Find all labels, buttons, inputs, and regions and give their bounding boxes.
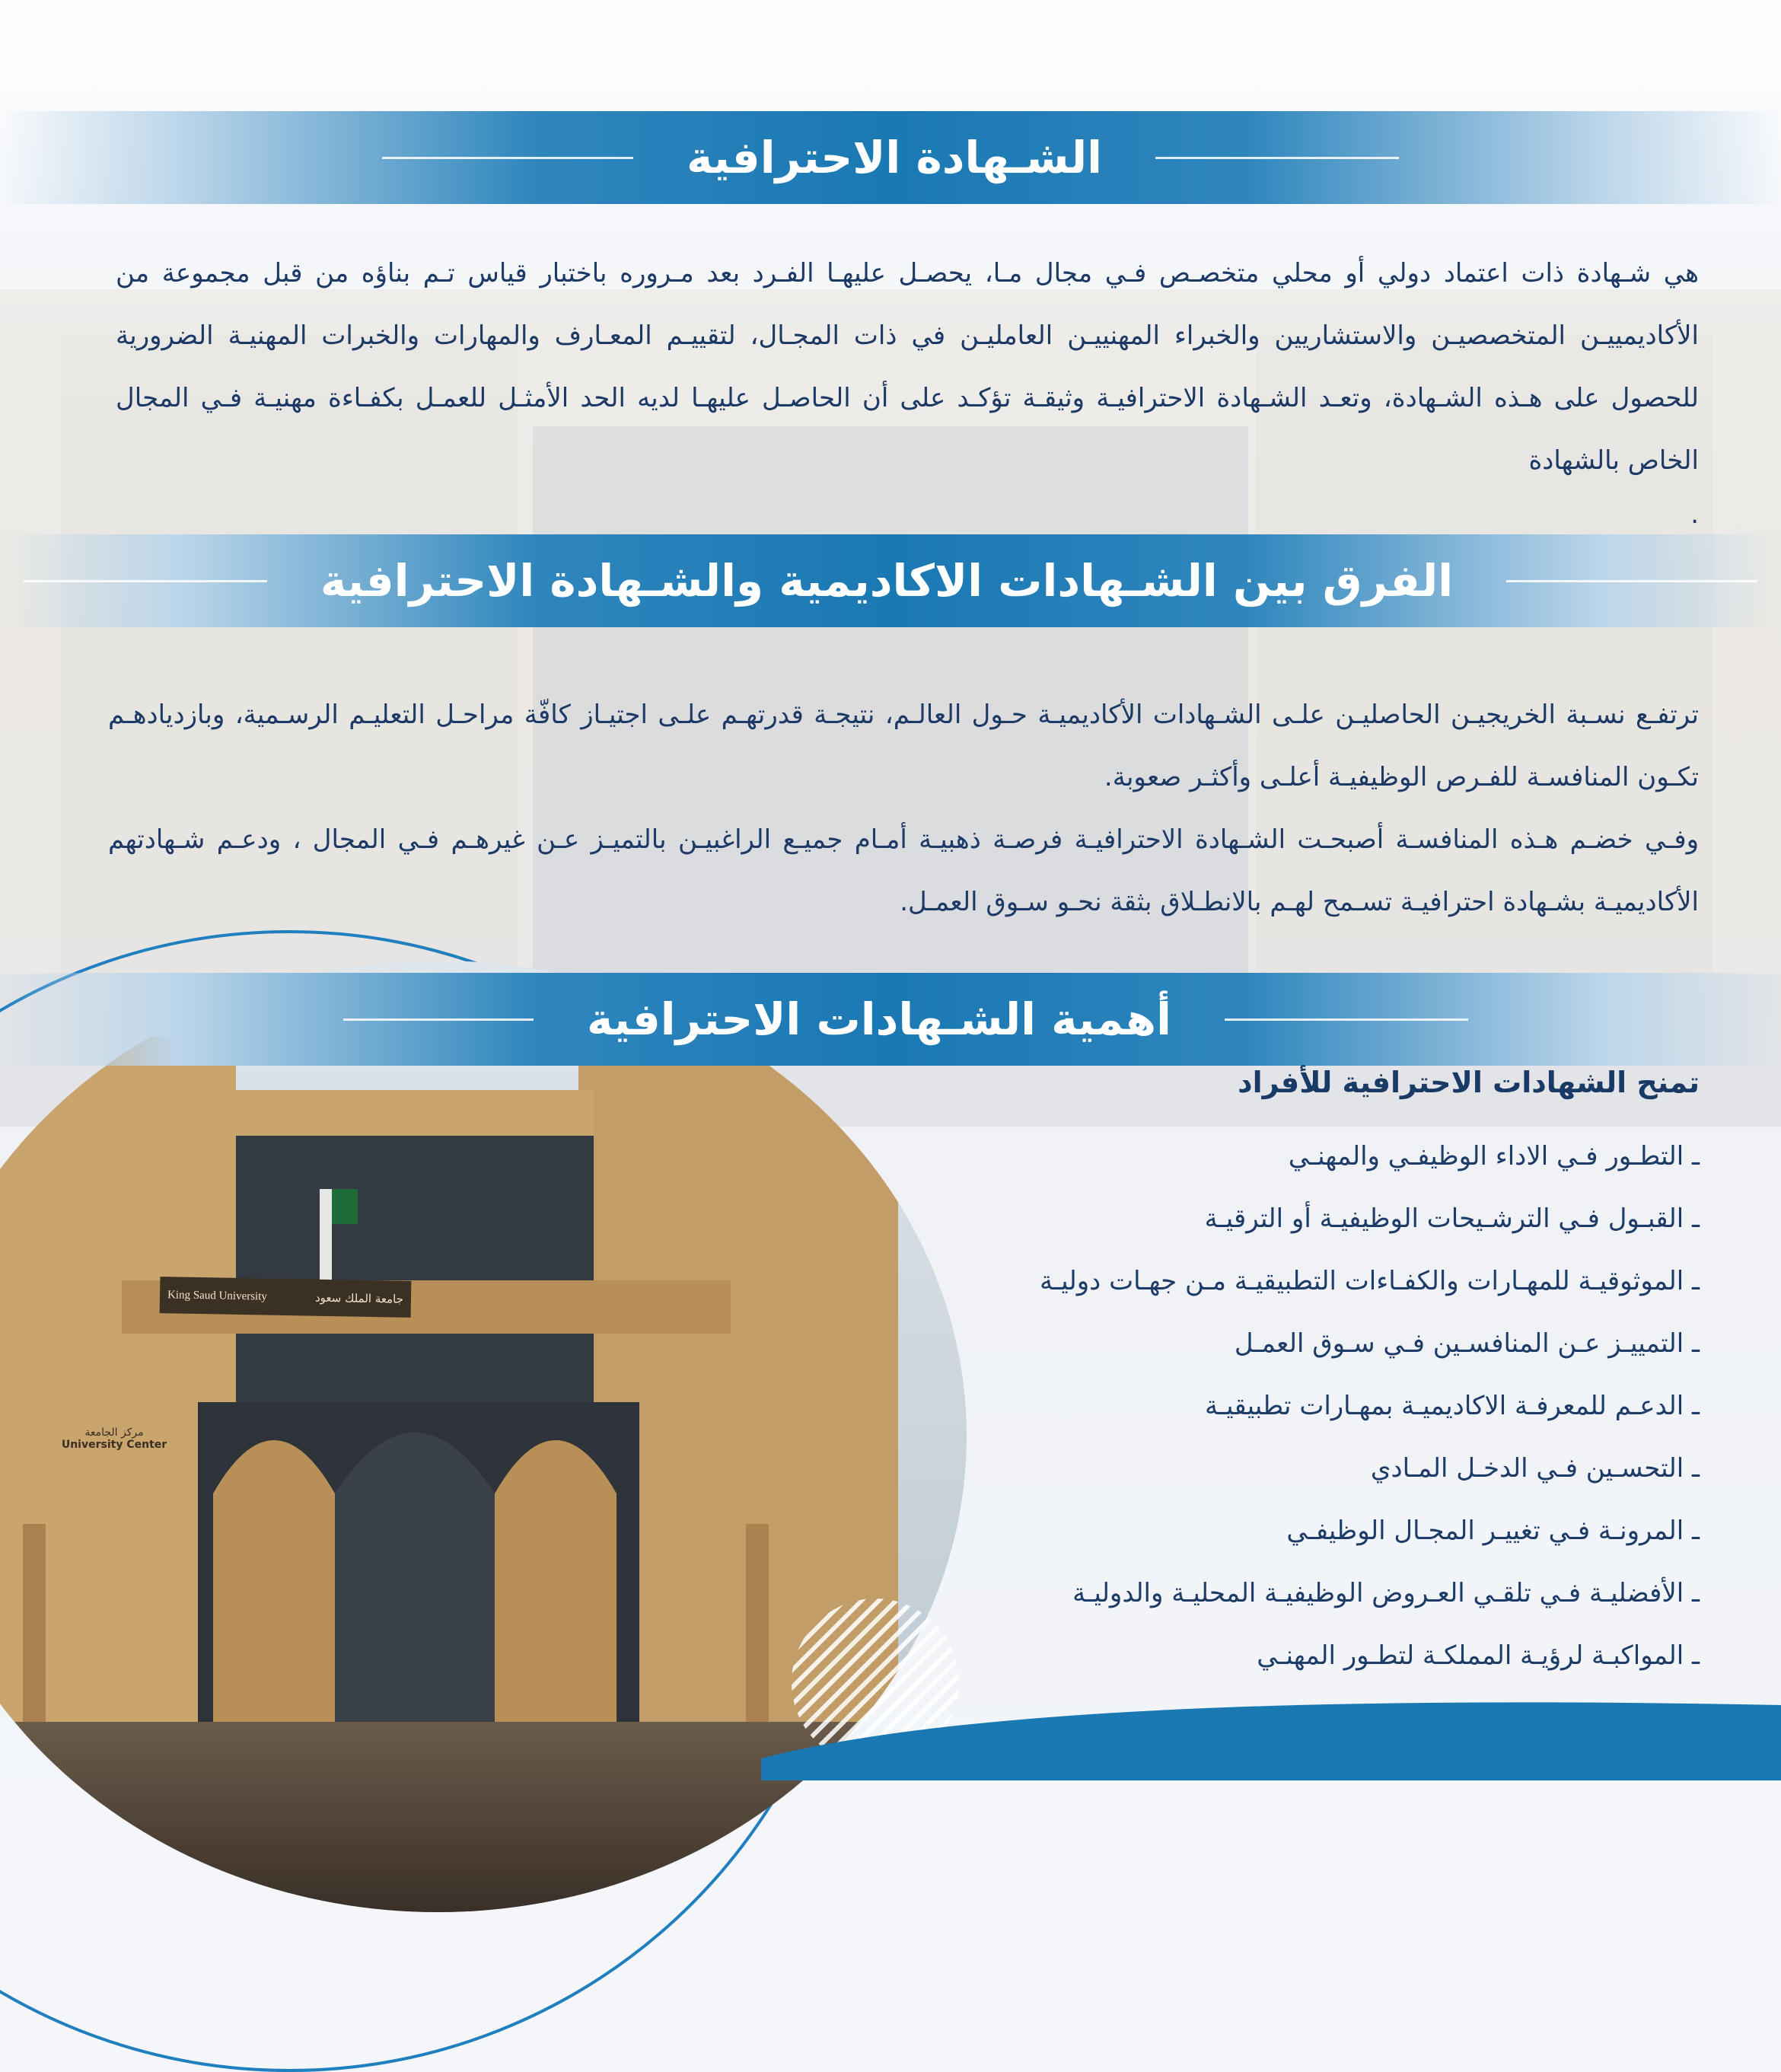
banner-rule-left <box>382 157 633 159</box>
section-title: الشـهادة الاحترافية <box>686 132 1103 183</box>
sign-board <box>160 1277 412 1318</box>
list-item: ـ الدعـم للمعرفـة الاكاديميـة بمهـارات تطبيقيـة <box>1204 1391 1700 1421</box>
difference-text-1: ترتفـع نسـبة الخريجيـن الحاصليـن علـى الشـهادات الأكاديميـة حـول العالـم، نتيجـة قدرتهـم علـى اجتيـاز كافّة مراحـل التعليـم الرسـمية، وبازديادهـم تكـون المنافسـة للفـرص الوظيفيـة أعلـى وأكثـر صعوبة. <box>108 700 1699 792</box>
list-item: ـ الأفضليـة فـي تلقـي العـروض الوظيفيـة المحليـة والدوليـة <box>1072 1578 1700 1608</box>
difference-text-2: وفـي خضـم هـذه المنافسـة أصبحـت الشـهادة الاحترافيـة فرصـة ذهبيـة أمـام جميـع الراغبيـن بالتميـز عـن غيرهـم فـي المجال ، ودعـم شـهادتهم الأكاديميـة بشـهادة احترافيـة تسـمح لهـم بالانطـلاق بثقة نحـو سـوق العمـل. <box>108 824 1699 917</box>
list-item: ـ التمييـز عـن المنافسـين فـي سـوق العمـل <box>1234 1328 1700 1359</box>
center-sign <box>61 1426 167 1451</box>
section-banner-importance <box>0 973 1781 1066</box>
sign-english: King Saud University <box>167 1288 267 1303</box>
banner-rule-left <box>343 1018 534 1021</box>
sign-arabic: جامعة الملك سعود <box>314 1290 404 1306</box>
banner-rule-left <box>24 580 267 582</box>
list-item: ـ التحسـين فـي الدخـل المـادي <box>1370 1453 1700 1484</box>
benefits-list <box>1040 1125 1700 1687</box>
section-title: أهمية الشـهادات الاحترافية <box>586 993 1172 1045</box>
bottom-wave <box>0 1675 1781 1780</box>
list-item: ـ الموثوقيـة للمهـارات والكفـاءات التطبيقيـة مـن جهـات دوليـة <box>1039 1266 1700 1296</box>
list-item: ـ المواكبـة لرؤيـة المملكـة لتطـور المهنـي <box>1257 1640 1700 1671</box>
list-item: ـ القبـول فـي الترشـيحات الوظيفيـة أو الترقيـة <box>1204 1203 1700 1234</box>
banner-rule-right <box>1506 580 1757 582</box>
section-banner-professional-certificate <box>0 111 1781 204</box>
center-sign-arabic: مركز الجامعة <box>84 1426 144 1439</box>
banner-rule-right <box>1155 157 1399 159</box>
definition-text: هي شـهادة ذات اعتماد دولي أو محلي متخصـص فـي مجال مـا، يحصـل عليهـا الفـرد بعد مـروره باختبار قياس تـم بناؤه من قبل مجموعة من الأكاديمييـن المتخصصيـن والاستشاريين والخبراء المهنييـن العامليـن في ذات المجـال، لتقييـم المعـارف والمهارات والخبرات المهنيـة الضرورية للحصول على هـذه الشـهادة، وتعـد الشـهادة الاحترافيـة وثيقـة تؤكـد على أن الحاصـل عليهـا لديه الحد الأمثـل للعمـل بكفـاءة مهنيـة فـي المجال الخاص بالشهادة <box>116 258 1699 476</box>
section-title: الفرق بين الشـهادات الاكاديمية والشـهادة الاحترافية <box>320 555 1454 607</box>
section-banner-difference <box>0 534 1781 627</box>
list-item: ـ التطـور فـي الاداء الوظيفـي والمهنـي <box>1288 1141 1700 1171</box>
center-sign-english: University Center <box>61 1439 167 1451</box>
banner-rule-right <box>1225 1018 1468 1021</box>
definition-trailing: . <box>1690 499 1699 530</box>
list-item: ـ المرونـة فـي تغييـر المجـال الوظيفـي <box>1286 1516 1700 1546</box>
benefits-list-title: تمنح الشهادات الاحترافية للأفراد <box>1238 1066 1700 1099</box>
definition-paragraph <box>116 242 1699 537</box>
difference-paragraph <box>108 684 1699 933</box>
